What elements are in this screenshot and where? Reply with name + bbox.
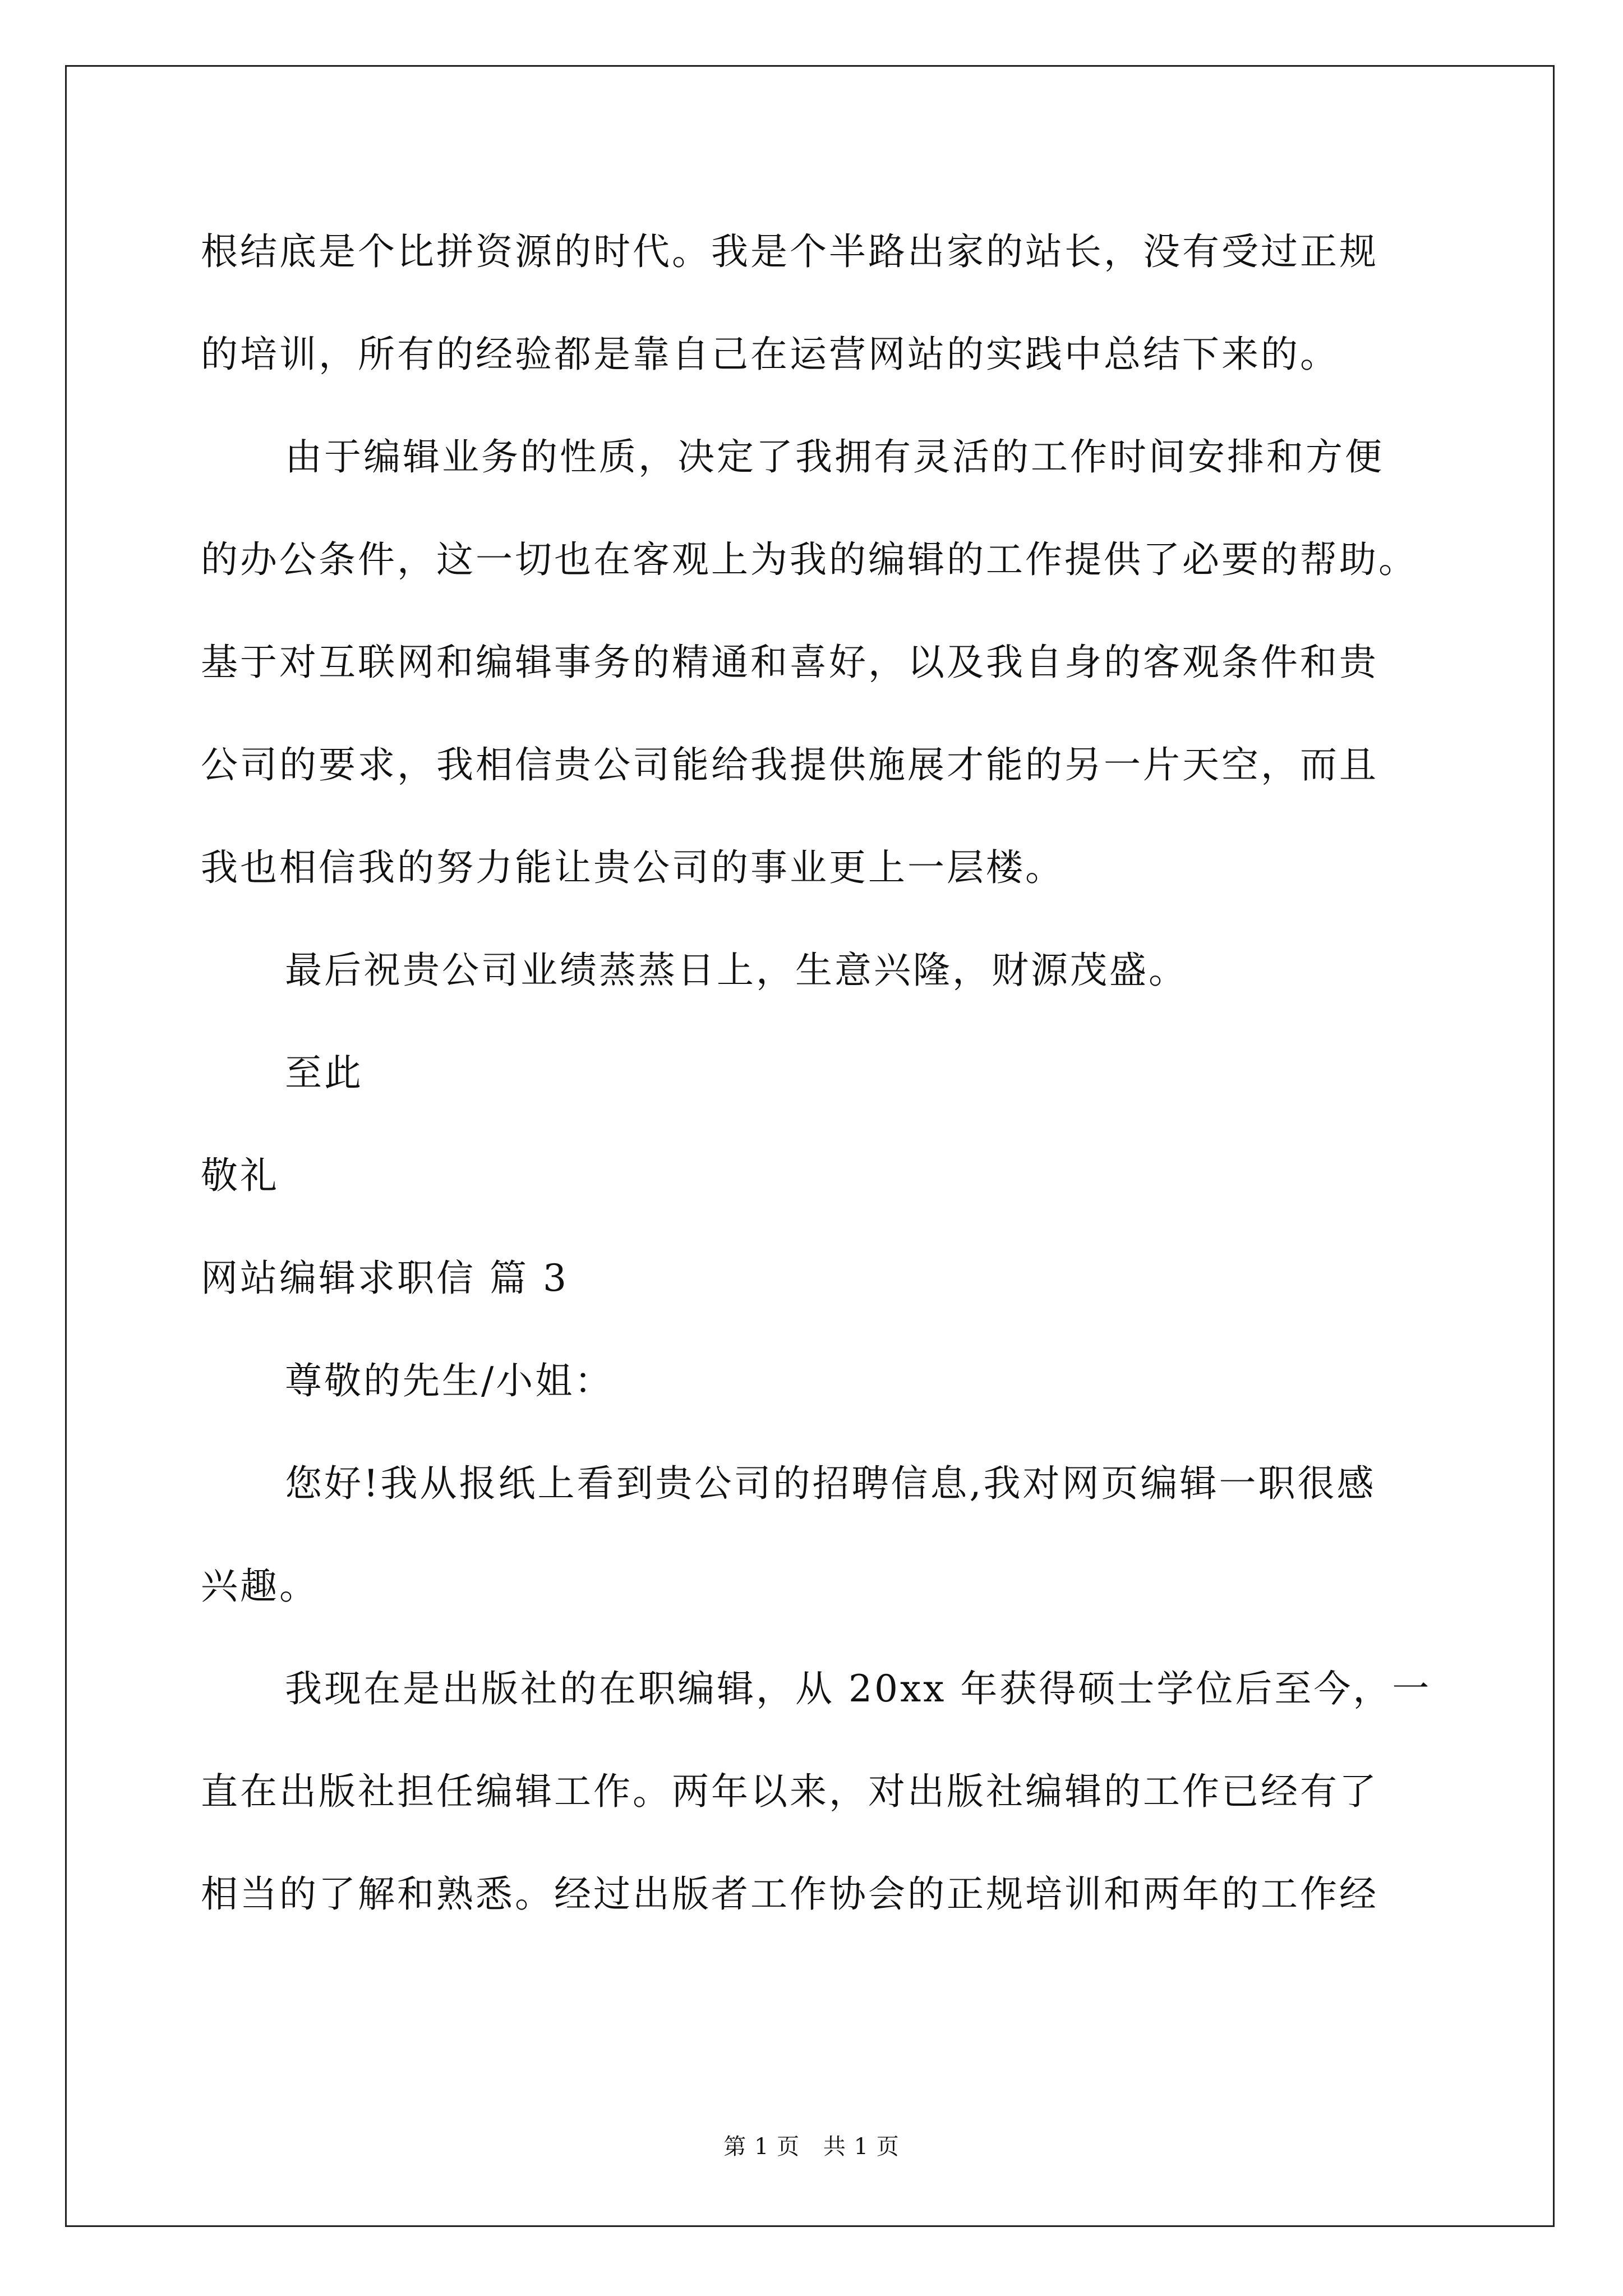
paragraph-start: 我现在是出版社的在职编辑，从 20xx 年获得硕士学位后至今，一 (285, 1667, 1432, 1710)
page-total: 共 1 页 (823, 2134, 900, 2160)
section-heading: 网站编辑求职信 篇 3 (201, 1257, 569, 1300)
greeting: 尊敬的先生/小姐： (285, 1359, 614, 1402)
text-line: 相当的了解和熟悉。经过出版者工作协会的正规培训和两年的工作经 (201, 1872, 1378, 1916)
closing-phrase: 至此 (285, 1051, 363, 1094)
closing-wish: 最后祝贵公司业绩蒸蒸日上，生意兴隆，财源茂盛。 (285, 949, 1188, 992)
text-line: 我也相信我的努力能让贵公司的事业更上一层楼。 (201, 846, 1064, 889)
text-line: 基于对互联网和编辑事务的精通和喜好，以及我自身的客观条件和贵 (201, 641, 1378, 684)
text-line: 直在出版社担任编辑工作。两年以来，对出版社编辑的工作已经有了 (201, 1770, 1378, 1813)
text-line: 根结底是个比拼资源的时代。我是个半路出家的站长，没有受过正规 (201, 230, 1378, 273)
text-line: 的办公条件，这一切也在客观上为我的编辑的工作提供了必要的帮助。 (201, 538, 1418, 581)
salutation-regards: 敬礼 (201, 1154, 279, 1197)
page-footer (0, 2133, 1623, 2161)
paragraph-start: 由于编辑业务的性质，决定了我拥有灵活的工作时间安排和方便 (285, 435, 1384, 478)
page-number: 第 1 页 (723, 2134, 800, 2160)
text-line: 公司的要求，我相信贵公司能给我提供施展才能的另一片天空，而且 (201, 743, 1378, 786)
text-line: 的培训，所有的经验都是靠自己在运营网站的实践中总结下来的。 (201, 333, 1339, 376)
paragraph-start: 您好!我从报纸上看到贵公司的招聘信息,我对网页编辑一职很感 (285, 1462, 1376, 1505)
text-line: 兴趣。 (201, 1565, 319, 1608)
